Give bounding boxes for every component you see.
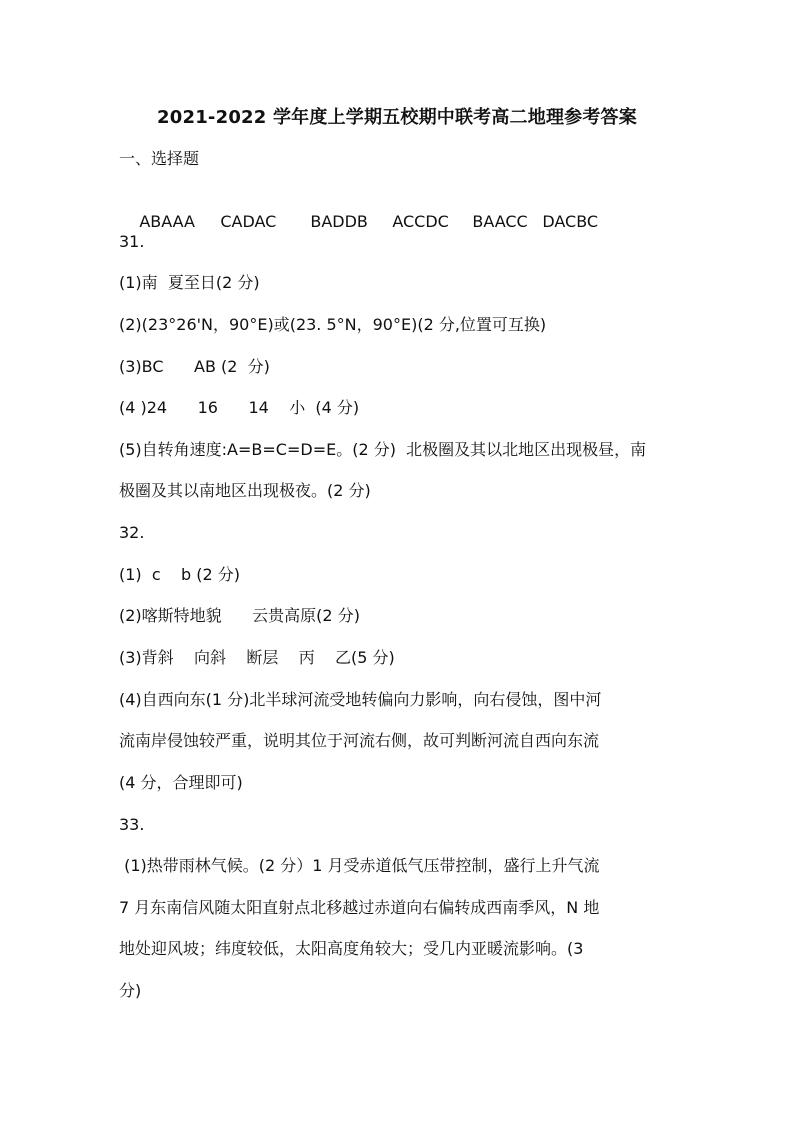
question-32-number: 32.: [119, 523, 145, 542]
q32-part1: (1) c b (2 分): [119, 565, 240, 584]
q33-part1-line1: (1)热带雨林气候。(2 分）1 月受赤道低气压带控制，盛行上升气流: [119, 856, 600, 875]
answer-group-2: CADAC: [220, 212, 277, 231]
q31-part5-line2: 极圈及其以南地区出现极夜。(2 分): [119, 481, 371, 500]
q33-part1-line2: 7 月东南信风随太阳直射点北移越过赤道向右偏转成西南季风，N 地: [119, 898, 600, 917]
q32-part4-line2: 流南岸侵蚀较严重，说明其位于河流右侧，故可判断河流自西向东流: [119, 731, 600, 750]
q32-part4-line1: (4)自西向东(1 分)北半球河流受地转偏向力影响，向右侵蚀，图中河: [119, 690, 602, 709]
answer-group-5: BAACC: [472, 212, 528, 231]
q31-part4: (4 )24 16 14 小 (4 分): [119, 398, 360, 417]
q31-part5-line1: (5)自转角速度:A=B=C=D=E。(2 分) 北极圈及其以北地区出现极昼，南: [119, 440, 647, 459]
q32-part4-line3: (4 分，合理即可): [119, 773, 243, 792]
q32-part3: (3)背斜 向斜 断层 丙 乙(5 分): [119, 648, 395, 667]
q33-part1-line4: 分): [119, 981, 142, 1000]
document-title: 2021-2022 学年度上学期五校期中联考高二地理参考答案: [157, 107, 637, 128]
answer-group-1: ABAAA: [139, 212, 195, 231]
q33-part1-line3: 地处迎风坡；纬度较低，太阳高度角较大；受几内亚暖流影响。(3: [119, 939, 584, 958]
question-31-number: 31.: [119, 232, 145, 251]
answer-group-4: ACCDC: [392, 212, 449, 231]
q31-part2: (2)(23°26'N，90°E)或(23. 5°N，90°E)(2 分,位置可互换): [119, 315, 547, 334]
q32-part2: (2)喀斯特地貌 云贵高原(2 分): [119, 606, 360, 625]
section-heading-choice: 一、选择题: [119, 149, 200, 168]
q31-part1: (1)南 夏至日(2 分): [119, 273, 260, 292]
answer-group-6: DACBC: [542, 212, 599, 231]
q31-part3: (3)BC AB (2 分): [119, 357, 270, 376]
question-33-number: 33.: [119, 815, 145, 834]
answer-group-3: BADDB: [310, 212, 368, 231]
